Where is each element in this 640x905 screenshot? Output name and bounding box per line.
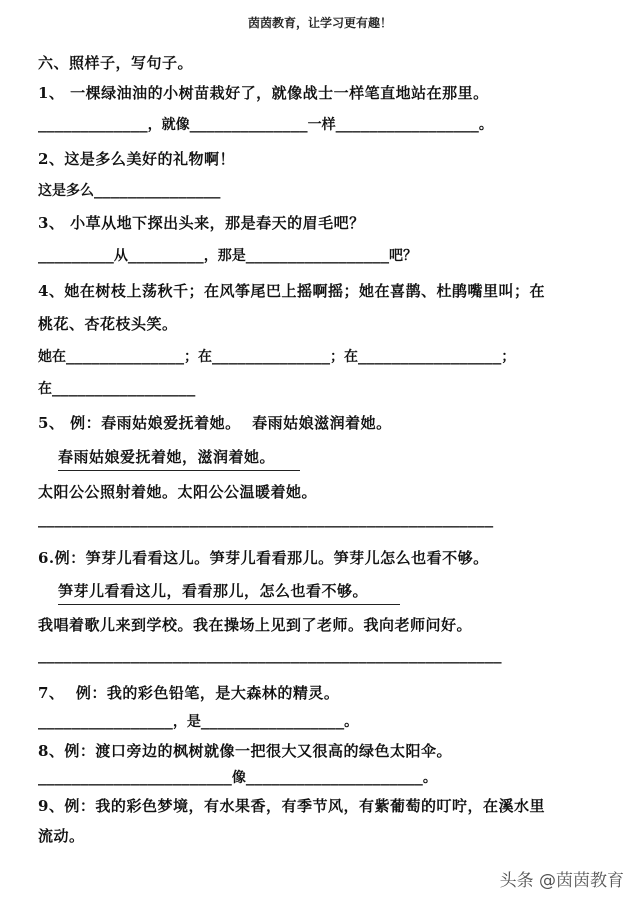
q5-example-answer: 春雨姑娘爱抚着她，滋润着她。: [58, 446, 300, 471]
q9-example-line-1: 9、例：我的彩色梦境，有水果香，有季节风，有紫葡萄的叮咛，在溪水里: [38, 797, 545, 815]
q3-answer-line[interactable]: _________从_________，那是_________________吧？: [38, 248, 418, 264]
q9-example-line-2: 流动。: [38, 827, 85, 845]
q7-answer-line[interactable]: ________________，是_________________。: [38, 714, 359, 730]
q8-example: 8、例：渡口旁边的枫树就像一把很大又很高的绿色太阳伞。: [38, 742, 452, 760]
q4-answer-line-2[interactable]: 在_________________: [38, 381, 196, 397]
q5-task: 太阳公公照射着她。太阳公公温暖着她。: [38, 483, 318, 501]
q6-example: 6.例：笋芽儿看看这儿。笋芽儿看看那儿。笋芽儿怎么也看不够。: [38, 549, 489, 567]
section-title: 六、照样子，写句子。: [38, 54, 194, 72]
q6-example-answer: 笋芽儿看看这儿，看看那儿，怎么也看不够。: [58, 580, 400, 605]
q5-example: 5、 例：春雨姑娘爱抚着她。 春雨姑娘滋润着她。: [38, 414, 392, 432]
q4-answer-line-1[interactable]: 她在______________；在______________；在_________________；: [38, 349, 516, 365]
q4-prompt-line-2: 桃花、杏花枝头笑。: [38, 315, 178, 333]
page-header: 茵茵教育，让学习更有趣！: [247, 16, 392, 30]
q2-answer-line[interactable]: 这是多么_______________: [38, 183, 221, 199]
q6-task: 我唱着歌儿来到学校。我在操场上见到了老师。我向老师问好。: [38, 616, 473, 634]
q6-answer-line[interactable]: _______________________________________________________: [38, 648, 502, 664]
q3-prompt: 3、 小草从地下探出头来，那是春天的眉毛吧？: [38, 214, 365, 232]
q1-prompt: 1、 一棵绿油油的小树苗栽好了，就像战士一样笔直地站在那里。: [38, 84, 489, 102]
q7-example: 7、 例：我的彩色铅笔，是大森林的精灵。: [38, 684, 340, 702]
q2-prompt: 2、这是多么美好的礼物啊！: [38, 150, 235, 168]
watermark: 头条 @茵茵教育: [499, 871, 624, 891]
q8-answer-line[interactable]: _______________________像_____________________。: [38, 770, 437, 786]
q5-answer-line[interactable]: ______________________________________________________: [38, 512, 494, 528]
q4-prompt-line-1: 4、她在树枝上荡秋千；在风筝尾巴上摇啊摇；她在喜鹊、杜鹃嘴里叫；在: [38, 282, 545, 300]
q1-answer-line[interactable]: _____________，就像______________一样_________________。: [38, 117, 493, 133]
